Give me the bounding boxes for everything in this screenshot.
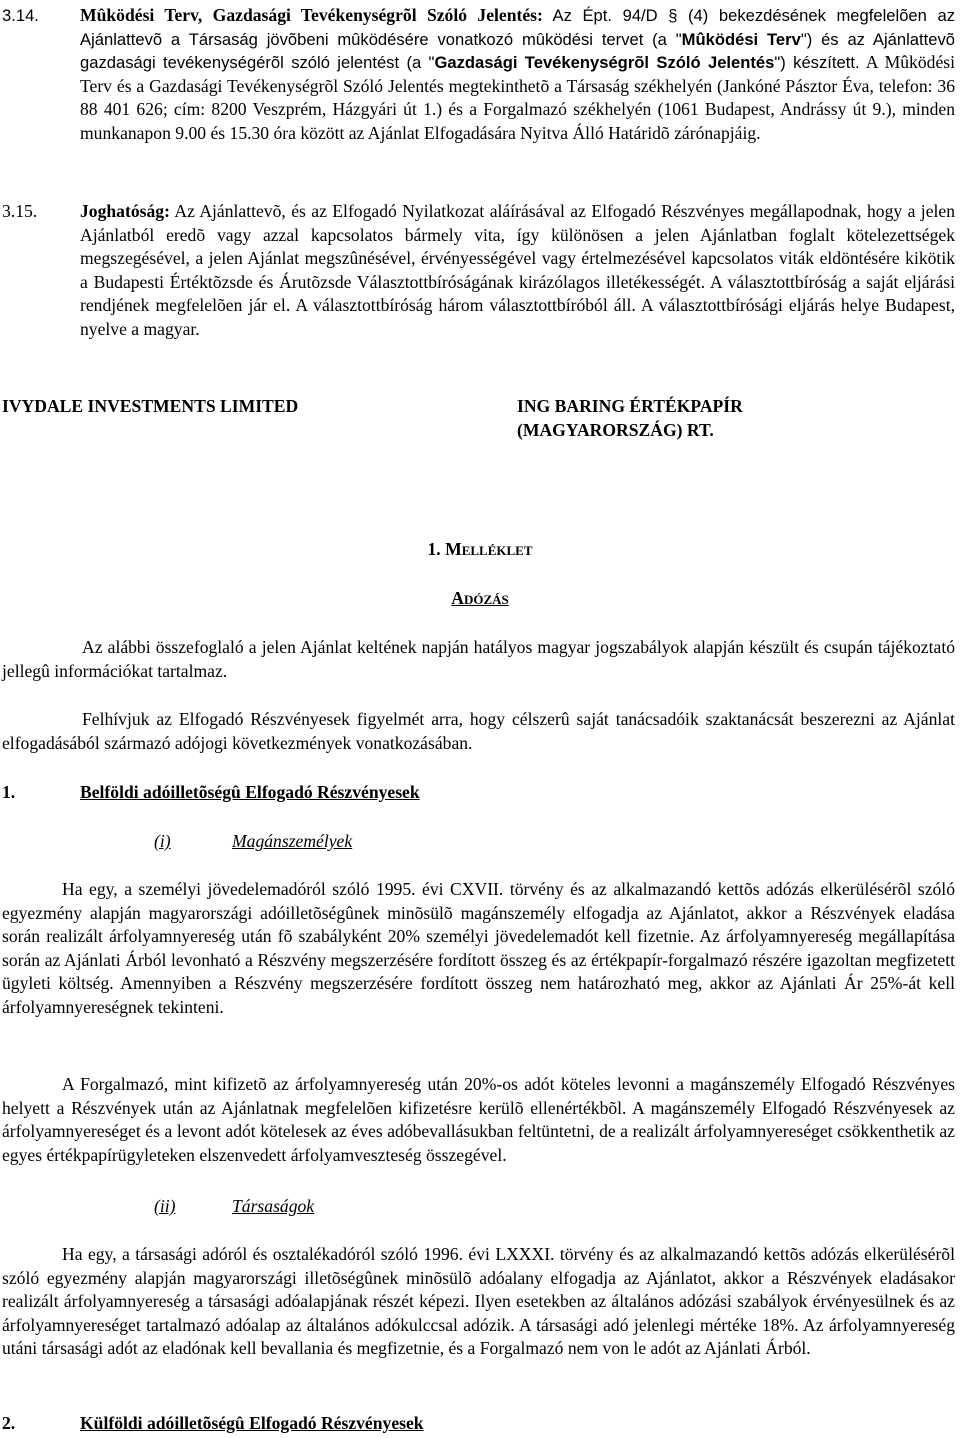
annex-intro-1: Az alábbi összefoglaló a jelen Ajánlat keltének napján hatályos magyar jogszabályok alapján készült és csupán tájékoztató jellegû információkat tartalmaz.	[2, 637, 955, 681]
section-2-number: 2.	[2, 1413, 16, 1433]
defined-term: Gazdasági Tevékenységrõl Szóló Jelentés	[434, 53, 775, 73]
defined-term: Mûködési Terv	[681, 29, 801, 49]
annex-title-initial: M	[445, 539, 462, 559]
annex-subtitle	[0, 587, 960, 612]
annex-title-rest: ELLÉKLET	[461, 543, 533, 558]
subsection-ii-paragraph: Ha egy, a társasági adóról és osztalékadóról szóló 1996. évi LXXXI. törvény és az alkalmazandó kettõs adózás elkerülésérõl szóló egyezmény alapján magyarországi illetõségûnek minõsülõ adóalany elfogadja az Ajánlatot, akkor a Részvények eladásakor realizált árfolyamnyereség a társasági adóalapjának részét képezi. Ilyen esetekben az általános adózási szabályok érvényesülnek és az árfolyamnyereséget tartalmazó adóalap az általános adókulccsal adózik. A társasági adó jelenlegi mértéke 18%. Az árfolyamnyereség utáni társasági adót az eladónak kell bevallania és megfizetnie, és a Forgalmazó nem von le adót az Ajánlati Árból.	[2, 1244, 955, 1359]
subsection-i-label: (i)	[154, 831, 171, 851]
signature-right	[517, 395, 743, 442]
section-text: Az Épt. 94/D § (4) bekezdésének megfelelõen az Ajánlattevõ a Társaság jövõbeni mûködésére vonatkozó mûködési tervet (a "	[80, 6, 956, 49]
subsection-i-paragraph-1: Ha egy, a személyi jövedelemadóról szóló 1995. évi CXVII. törvény és az alkalmazandó kettõs adózás elkerülésérõl szóló egyezmény alapján magyarországi adóilletõségûnek minõsülõ magánszemély elfogadja az Ajánlatot, akkor a Részvények eladása során realizált árfolyamnyereség után fõ szabályként 20% személyi jövedelemadót kell fizetnie. Az árfolyamnyereség megállapítása során az Ajánlati Árból levonható a Részvény megszerzésére fordított összeg és az értékpapír-forgalmazó részére igazoltan megfizetett ügyleti költség. Amennyiben a Részvény megszerzésére fordított összeg nem határozható meg, akkor az Ajánlati Ár 25%-át kell árfolyamnyereségnek tekinteni.	[2, 879, 955, 1017]
signature-right-line1: ING BARING ÉRTÉKPAPÍR	[517, 396, 743, 416]
annex-subtitle-rest: DÓZÁS	[463, 592, 509, 607]
section-heading: Joghatóság:	[80, 201, 170, 221]
section-3-14	[0, 0, 960, 210]
annex-title	[0, 538, 960, 563]
annex-intro-2: Felhívjuk az Elfogadó Részvényesek figyelmét arra, hogy célszerû saját tanácsadóik szaktanácsát beszerezni az Ajánlat elfogadásából származó adójogi következmények vonatkozásában.	[2, 709, 955, 753]
section-1-number: 1.	[2, 782, 16, 802]
signature-right-line2: (MAGYARORSZÁG) RT.	[517, 419, 714, 440]
annex-number: 1.	[427, 539, 446, 559]
subsection-ii-title: Társaságok	[232, 1196, 315, 1216]
subsection-i-title: Magánszemélyek	[232, 831, 353, 851]
section-2-title: Külföldi adóilletõségû Elfogadó Részvényesek	[80, 1413, 424, 1433]
section-1-title: Belföldi adóilletõségû Elfogadó Részvényesek	[80, 782, 420, 802]
subsection-i-paragraph-2: A Forgalmazó, mint kifizetõ az árfolyamnyereség után 20%-os adót köteles levonni a magánszemély Elfogadó Részvényes helyett a Részvények után az Ajánlatnak megfelelõen kifizetésre kerülõ ellenértékbõl. A magánszemély Elfogadó Részvényesek az árfolyamnyereséget és a levont adót kötelesek az éves adóbevallásukban feltüntetni, de a realizált árfolyamnyereséget csökkenthetik az egyes értékpapírügyleteken elszenvedett árfolyamveszteség összegével.	[2, 1074, 955, 1165]
section-text: Az Ajánlattevõ, és az Elfogadó Nyilatkozat aláírásával az Elfogadó Részvényes megállapodnak, hogy a jelen Ajánlatból eredõ vagy azzal kapcsolatos bármely vita, így különösen a jelen Ajánlatban foglalt kötelezettségek megszegésével, a jelen Ajánlat megszûnésével, érvényességével vagy értelmezésével kapcsolatos viták eldöntésére kikötik a Budapesti Értéktõzsde és Árutõzsde Választottbíróságának kirázólagos illetékességét. A választottbíróság a saját eljárási rendjének megfelelõen jár el. A választottbíróság három választottbíróból áll. A választottbírósági eljárás helye Budapest, nyelve a magyar.	[80, 201, 955, 339]
section-3-15-text	[80, 200, 955, 342]
section-text: A Mûködési Terv és a Gazdasági Tevékenységrõl Szóló Jelentés megtekinthetõ a Társaság székhelyén (Jankóné Pásztor Éva, telefon: 36 88 401 626; cím: 8200 Veszprém, Házgyári út 1.) és a Forgalmazó székhelyén (1061 Budapest, Andrássy út 9.), minden munkanapon 9.00 és 15.30 óra között az Ajánlat Elfogadására Nyitva Álló Határidõ zárónapjáig.	[80, 52, 955, 143]
signature-left: IVYDALE INVESTMENTS LIMITED	[2, 396, 299, 416]
section-3-14-text	[80, 4, 955, 146]
section-text: ") készített.	[774, 53, 860, 73]
section-number: 3.14.	[2, 6, 39, 25]
section-text: ") és az Ajánlattevõ gazdasági tevékenységérõl szóló jelentést (a "	[80, 29, 955, 73]
section-number: 3.15.	[2, 201, 38, 221]
section-3-15	[0, 200, 960, 360]
annex-subtitle-initial: A	[451, 588, 464, 608]
section-heading: Mûködési Terv, Gazdasági Tevékenységrõl Szóló Jelentés:	[80, 5, 543, 25]
subsection-ii-label: (ii)	[154, 1196, 176, 1216]
